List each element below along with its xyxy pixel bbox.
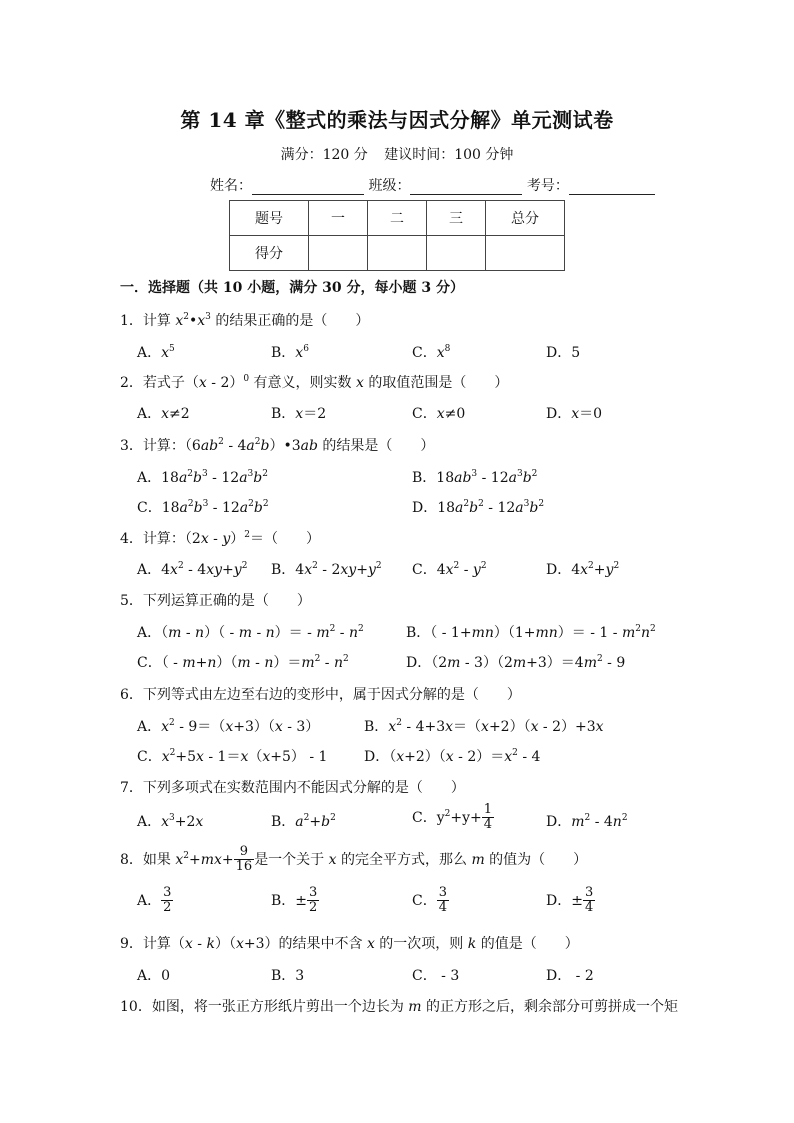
q5-option-b[interactable]: B．（ - $1+mn)(1+mn)= - 1 - m^2n^2$	[406, 624, 656, 641]
table-cell: 得分	[230, 236, 309, 271]
q7-option-d[interactable]: D．$m^2 - 4n^2$	[546, 813, 628, 830]
q8-option-c[interactable]: C． $\frac{3}{4}$	[412, 885, 447, 916]
question-2: 2．若式子（x - 2）$^0$ 有意义，则实数 x 的取值范围是（ ）	[120, 374, 509, 391]
class-blank[interactable]	[410, 180, 522, 195]
q5-option-a[interactable]: A．$(m - n)( - m - n)= - m^2 - n^2$	[137, 624, 364, 641]
section-heading: 一．选择题（共 10 小题，满分 30 分，每小题 3 分）	[120, 280, 464, 296]
q4-option-c[interactable]: C．$4x^2 - y^2$	[412, 561, 487, 578]
question-6: 6．下列等式由左边至右边的变形中，属于因式分解的是（ ）	[120, 687, 521, 703]
exam-no-blank[interactable]	[569, 180, 655, 195]
full-score: 满分：120 分	[280, 147, 368, 163]
q5-option-d[interactable]: D．$(2m - 3)(2m+3)=4m^2 - 9$	[406, 654, 626, 671]
q8-option-b[interactable]: B．± $\frac{3}{2}$	[271, 885, 318, 916]
q9-option-d[interactable]: D． - 2	[546, 968, 594, 984]
q6-option-b[interactable]: B．$x^2 - 4+3x=(x+2)(x - 2)+3x$	[364, 718, 604, 735]
table-cell: 总分	[486, 201, 565, 236]
question-8: 8．如果 $x^2+mx+$ $\frac{9}{16}$ 是一个关于 x 的完全平方式，那么 m 的值为（ ）	[120, 844, 588, 875]
q7-option-c[interactable]: C．$y^2+y+$ $\frac{1}{4}$	[412, 802, 493, 833]
q8-option-a[interactable]: A． $\frac{3}{2}$	[137, 885, 172, 916]
q3-option-c[interactable]: C．$18a^2b^3 - 12a^2b^2$	[137, 499, 269, 516]
page-title: 第 14 章《整式的乘法与因式分解》单元测试卷	[180, 108, 614, 132]
q4-option-d[interactable]: D．$4x^2+y^2$	[546, 561, 620, 578]
score-input-cell[interactable]	[309, 236, 368, 271]
q1-option-a[interactable]: A．$x^5$	[137, 344, 175, 361]
score-table-header-row	[230, 201, 565, 236]
score-input-cell[interactable]	[368, 236, 427, 271]
question-10: 10．如图，将一张正方形纸片剪出一个边长为 m 的正方形之后，剩余部分可剪拼成一个矩	[120, 999, 678, 1015]
q9-option-a[interactable]: A．0	[137, 968, 171, 984]
student-info-line	[210, 175, 655, 195]
class-label: 班级：	[368, 178, 411, 194]
table-cell: 题号	[230, 201, 309, 236]
q5-option-c[interactable]: C．（ - $m+n)(m - n)=m^2 - n^2$	[137, 654, 349, 671]
score-input-cell[interactable]	[427, 236, 486, 271]
q6-option-d[interactable]: D．$(x+2)(x - 2)=x^2 - 4$	[364, 748, 541, 765]
q6-option-a[interactable]: A．$x^2 - 9=(x+3)(x - 3)$	[137, 718, 320, 735]
question-3: 3．计算：（$6ab^2$ - $4a^2b)•3ab$ 的结果是（ ）	[120, 437, 435, 454]
q4-option-b[interactable]: B．$4x^2 - 2xy+y^2$	[271, 561, 382, 578]
q2-option-b[interactable]: B．x＝2	[271, 406, 327, 422]
q8-option-d[interactable]: D．± $\frac{3}{4}$	[546, 885, 594, 916]
q7-option-b[interactable]: B．$a^2+b^2$	[271, 813, 336, 830]
score-table-score-row	[230, 236, 565, 271]
q2-option-a[interactable]: A．x≠2	[137, 406, 190, 422]
question-7: 7．下列多项式在实数范围内不能因式分解的是（ ）	[120, 780, 465, 796]
question-1: 1．计算 $x^2•x^3$ 的结果正确的是（ ）	[120, 312, 370, 329]
q1-option-b[interactable]: B．$x^6$	[271, 344, 309, 361]
suggested-time: 建议时间：100 分钟	[384, 147, 514, 163]
name-label: 姓名：	[210, 178, 252, 194]
exam-subtitle	[0, 144, 794, 164]
q2-option-d[interactable]: D．x＝0	[546, 406, 603, 422]
question-5: 5．下列运算正确的是（ ）	[120, 593, 311, 609]
table-cell: 一	[309, 201, 368, 236]
table-cell: 二	[368, 201, 427, 236]
q1-option-d[interactable]: D．5	[546, 345, 581, 361]
q1-option-c[interactable]: C．$x^8$	[412, 344, 451, 361]
q3-option-d[interactable]: D．$18a^2b^2 - 12a^3b^2$	[412, 499, 545, 516]
table-cell: 三	[427, 201, 486, 236]
q6-option-c[interactable]: C．$x^2+5x - 1=x(x+5) - 1$	[137, 748, 328, 765]
exam-no-label: 考号：	[526, 178, 569, 194]
q4-option-a[interactable]: A．$4x^2 - 4xy+y^2$	[137, 561, 248, 578]
score-table	[229, 200, 565, 271]
q3-option-b[interactable]: B．$18ab^3 - 12a^3b^2$	[412, 469, 538, 486]
q9-option-c[interactable]: C． - 3	[412, 968, 460, 984]
q2-option-c[interactable]: C．x≠0	[412, 406, 466, 422]
q9-option-b[interactable]: B．3	[271, 968, 305, 984]
question-9: 9．计算（x - k）（x+3）的结果中不含 x 的一次项，则 k 的值是（ ）	[120, 936, 579, 952]
question-4: 4．计算：（2x - y）$^2$＝（ ）	[120, 530, 321, 547]
score-input-cell[interactable]	[486, 236, 565, 271]
q3-option-a[interactable]: A．$18a^2b^3 - 12a^3b^2$	[137, 469, 268, 486]
name-blank[interactable]	[252, 180, 364, 195]
q7-option-a[interactable]: A．$x^3+2x$	[137, 813, 204, 830]
